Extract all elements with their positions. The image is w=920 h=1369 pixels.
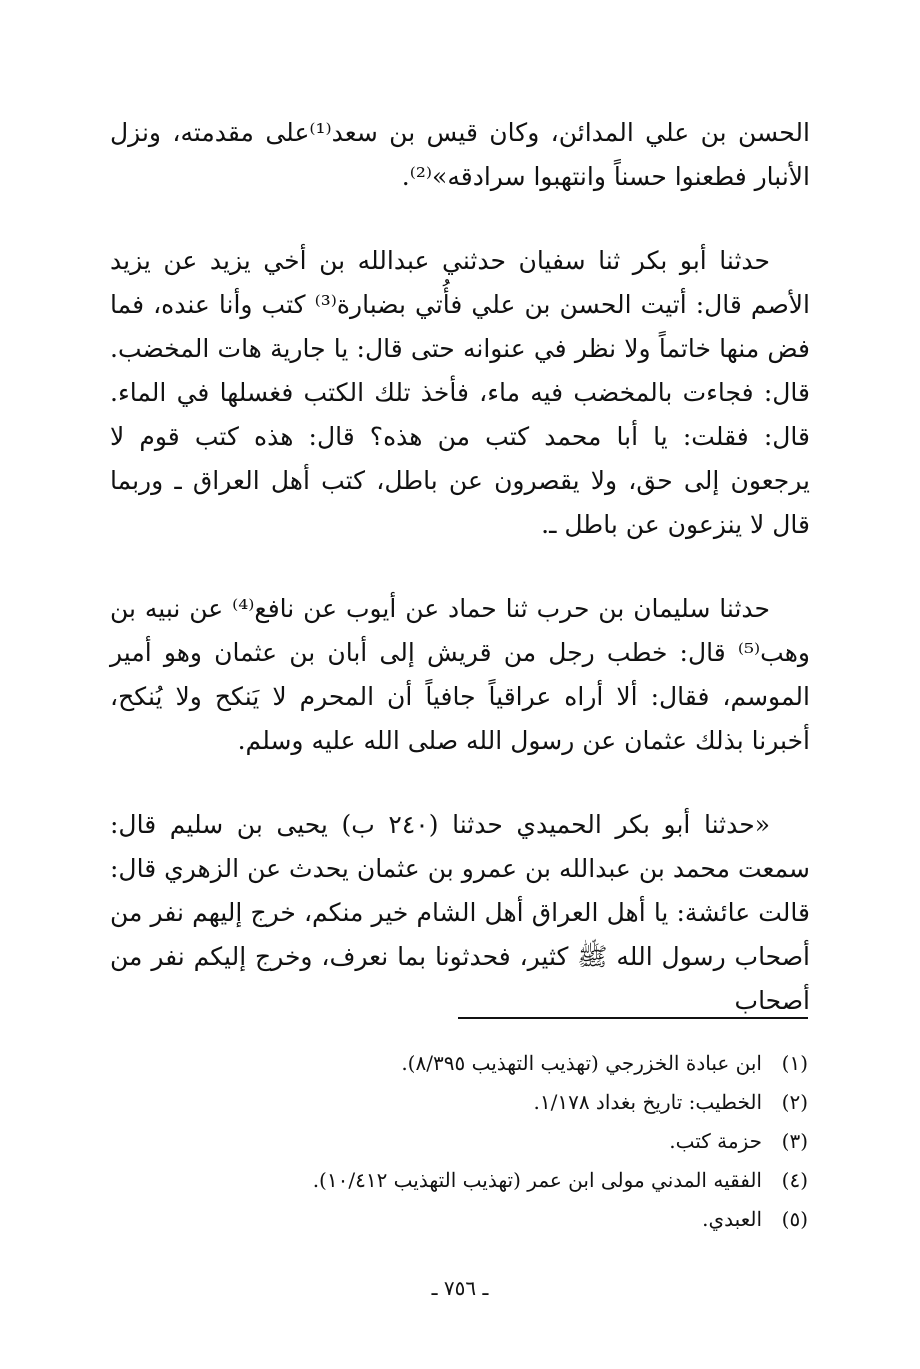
footnote-text: ابن عبادة الخزرجي (تهذيب التهذيب ٨/٣٩٥). (401, 1051, 762, 1075)
footnote-text: العبدي. (702, 1207, 762, 1231)
footnote-number: (٤) (781, 1168, 808, 1192)
footnote-item (208, 1044, 808, 1083)
footnote-text: الخطيب: تاريخ بغداد ١/١٧٨. (533, 1090, 762, 1114)
footnote-item (208, 1200, 808, 1239)
paragraph-4: «حدثنا أبو بكر الحميدي حدثنا (٢٤٠ ب) يحيى بن سليم قال: سمعت محمد بن عبدالله بن عمرو بن عثمان يحدث عن الزهري قال: قالت عائشة: يا أهل العراق أهل الشام خير منكم، خرج إليهم نفر من أصحاب رسول الله ﷺ كثير، فحدثونا بما نعرف، وخرج إليكم نفر من أصحاب (110, 810, 810, 1015)
footnote-item (208, 1083, 808, 1122)
footnote-text: حزمة كتب. (669, 1129, 762, 1153)
footnote-text: الفقيه المدني مولى ابن عمر (تهذيب التهذيب ١٠/٤١٢). (312, 1168, 762, 1192)
main-text (110, 111, 810, 1023)
footnote-item (208, 1161, 808, 1200)
paragraph-1: الحسن بن علي المدائن، وكان قيس بن سعد⁽¹⁾على مقدمته، ونزل الأنبار فطعنوا حسناً وانتهبوا سرادقه»⁽²⁾. (110, 118, 810, 191)
footnote-number: (٣) (781, 1129, 808, 1153)
page-number: ـ ٧٥٦ ـ (431, 1276, 489, 1300)
footnote-number: (٢) (781, 1090, 808, 1114)
paragraph-3: حدثنا سليمان بن حرب ثنا حماد عن أيوب عن نافع⁽⁴⁾ عن نبيه بن وهب⁽⁵⁾ قال: خطب رجل من قريش إلى أبان بن عثمان وهو أمير الموسم، فقال: ألا أراه عراقياً جافياً أن المحرم لا يَنكح ولا يُنكح، أخبرنا بذلك عثمان عن رسول الله صلى الله عليه وسلم. (110, 594, 810, 755)
footnote-number: (١) (781, 1051, 808, 1075)
footnotes-list (208, 1044, 808, 1239)
footnote-number: (٥) (781, 1207, 808, 1231)
paragraph-2: حدثنا أبو بكر ثنا سفيان حدثني عبدالله بن أخي يزيد عن يزيد الأصم قال: أتيت الحسن بن علي فأُتي بضبارة⁽³⁾ كتب وأنا عنده، فما فض منها خاتماً ولا نظر في عنوانه حتى قال: يا جارية هات المخضب. قال: فجاءت بالمخضب فيه ماء، فأخذ تلك الكتب فغسلها في الماء. قال: فقلت: يا أبا محمد كتب من هذه؟ قال: هذه كتب قوم لا يرجعون إلى حق، ولا يقصرون عن باطل، كتب أهل العراق ـ وربما قال لا ينزعون عن باطل ـ. (110, 246, 810, 539)
footnote-divider (458, 1017, 808, 1019)
footnote-item (208, 1122, 808, 1161)
